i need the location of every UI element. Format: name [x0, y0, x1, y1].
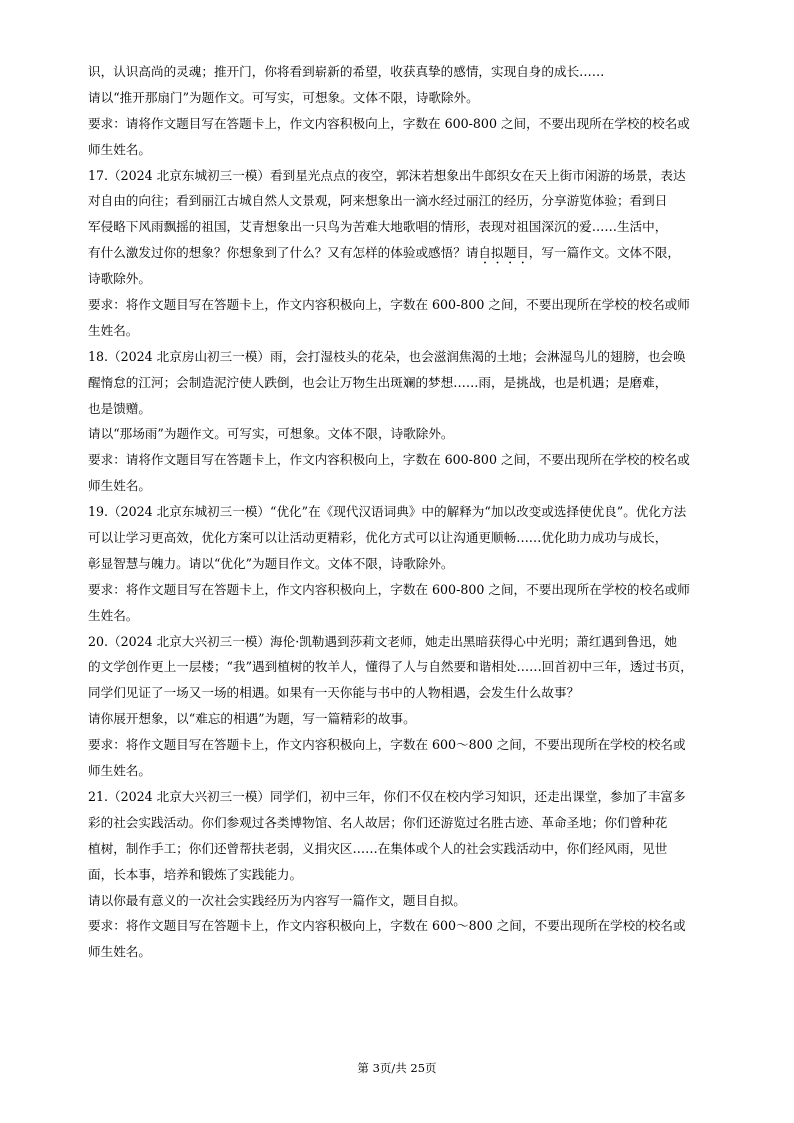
emphasized-text: 自拟题目: [478, 245, 529, 261]
text-line: 也是馈赠。: [88, 400, 151, 416]
text-segment: 有什么激发过你的想象？你想象到了什么？又有怎样的体验或感悟？请: [88, 245, 479, 261]
text-line: 请你展开想象，以“难忘的相遇”为题，写一篇精彩的故事。: [88, 711, 416, 727]
text-line: 要求：将作文题目写在答题卡上，作文内容积极向上，字数在 600-800 之间，不要出现所在学校的校名或师: [88, 297, 690, 313]
text-line: 生姓名。: [88, 607, 139, 623]
question-21-line: 21.（2024 北京大兴初三一模）同学们，初中三年，你们不仅在校内学习知识，还走出课堂，参加了丰富多: [88, 788, 686, 804]
text-line: 要求：请将作文题目写在答题卡上，作文内容积极向上，字数在 600-800 之间，不要出现所在学校的校名或: [88, 452, 690, 468]
text-line: 要求：请将作文题目写在答题卡上，作文内容积极向上，字数在 600-800 之间，不要出现所在学校的校名或: [88, 115, 690, 131]
text-line: 师生姓名。: [88, 478, 151, 494]
question-20-line: 20.（2024 北京大兴初三一模）海伦·凯勒遇到莎莉文老师，她走出黑暗获得心中光明；萧红遇到鲁迅，她: [88, 633, 678, 649]
question-18-line: 18.（2024 北京房山初三一模）雨，会打湿枝头的花朵，也会滋润焦渴的土地；会淋湿鸟儿的翅膀，也会唤: [88, 348, 686, 364]
text-line: 军侵略下风雨飘摇的祖国，艾青想象出一只鸟为苦难大地歌唱的情形，表现对祖国深沉的爱……生活中，: [88, 219, 668, 235]
text-line: 对自由的向往；看到丽江古城自然人文景观，阿来想象出一滴水经过丽江的经历，分享游览体验；看到日: [88, 193, 668, 209]
text-line: 植树，制作手工；你们还曾帮扶老弱，义捐灾区……在集体或个人的社会实践活动中，你们经风雨，见世: [88, 840, 668, 856]
text-line: 的文学创作更上一层楼；“我”遇到植树的牧羊人，懂得了人与自然要和谐相处……回首初中三年，透过书页，: [88, 659, 693, 675]
document-body: [88, 59, 710, 965]
text-line: 识，认识高尚的灵魂；推开门，你将看到崭新的希望，收获真挚的感情，实现自身的成长……: [88, 64, 605, 79]
text-line: 生姓名。: [88, 322, 139, 338]
text-line: 彰显智慧与魄力。请以“优化”为题目作文。文体不限，诗歌除外。: [88, 555, 454, 571]
text-segment: ，写一篇作文。文体不限，: [528, 245, 680, 261]
page-number-footer: 第 3页/共 25页: [357, 1061, 437, 1075]
text-line: 彩的社会实践活动。你们参观过各类博物馆、名人故居；你们还游览过名胜古迹、革命圣地；你们曾种花: [88, 814, 668, 830]
text-line: 同学们见证了一场又一场的相遇。如果有一天你能与书中的人物相遇，会发生什么故事？: [88, 685, 580, 701]
text-line: 请以“那场雨”为题作文。可写实，可想象。文体不限，诗歌除外。: [88, 426, 454, 442]
text-line: 请以“推开那扇门”为题作文。可写实，可想象。文体不限，诗歌除外。: [88, 89, 479, 105]
text-line: 师生姓名。: [88, 141, 151, 157]
text-line: 诗歌除外。: [88, 271, 151, 287]
question-19-line: 19.（2024 北京东城初三一模）“优化”在《现代汉语词典》中的解释为“加以改变或选择使优良”。优化方法: [88, 504, 687, 520]
text-line: 师生姓名。: [88, 944, 151, 960]
text-line: 请以你最有意义的一次社会实践经历为内容写一篇作文，题目自拟。: [88, 892, 466, 908]
text-line: 师生姓名。: [88, 763, 151, 779]
text-line: 要求：将作文题目写在答题卡上，作文内容积极向上，字数在 600～800 之间，不要出现所在学校的校名或: [88, 918, 686, 934]
question-17-line: 17.（2024 北京东城初三一模）看到星光点点的夜空，郭沫若想象出牛郎织女在天上街市闲游的场景，表达: [88, 167, 686, 183]
text-line-with-emphasis: [88, 240, 710, 266]
text-line: 要求：将作文题目写在答题卡上，作文内容积极向上，字数在 600-800 之间，不要出现所在学校的校名或师: [88, 581, 690, 597]
text-line: 面，长本事，培养和锻炼了实践能力。: [88, 866, 303, 882]
text-line: 可以让学习更高效，优化方案可以让活动更精彩，优化方式可以让沟通更顺畅……优化助力成功与成长，: [88, 530, 668, 546]
text-line: 醒惰怠的江河；会制造泥泞使人跌倒，也会让万物生出斑斓的梦想……雨，是挑战，也是机遇；是磨难，: [88, 374, 668, 390]
text-line: 要求：将作文题目写在答题卡上，作文内容积极向上，字数在 600～800 之间，不要出现所在学校的校名或: [88, 737, 686, 753]
